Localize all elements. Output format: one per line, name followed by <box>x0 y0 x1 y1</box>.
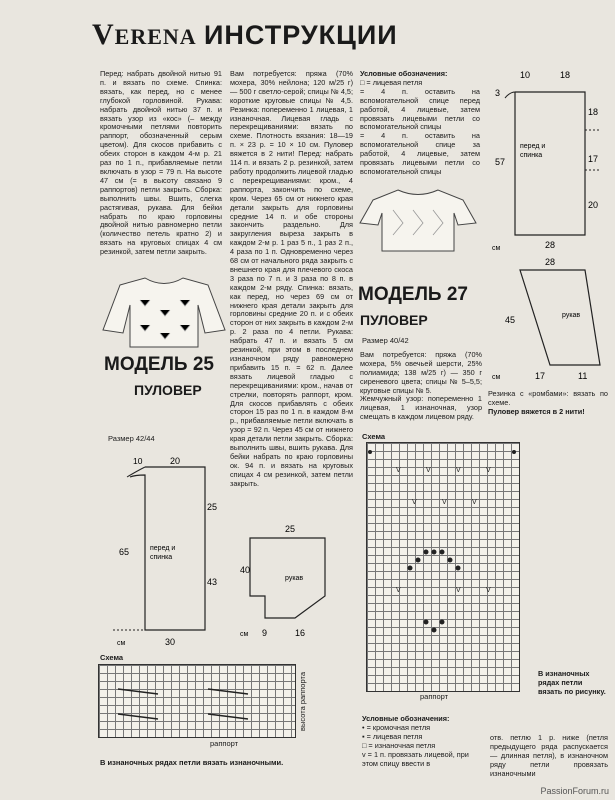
legend-top <box>360 70 480 177</box>
magazine-brand: VERENA <box>92 18 197 51</box>
model27-legend <box>362 714 482 768</box>
dim-text: 20 <box>588 200 599 210</box>
piece-label: спинка <box>150 554 173 561</box>
page-title: ИНСТРУКЦИИ <box>204 20 398 50</box>
piece-label: рукав <box>562 312 581 319</box>
legend-item: = 4 п. оставить на вспомогательной спице перед работой, 4 лицевые, затем провязать лицевыми петли со вспомогательной спицы <box>360 86 480 132</box>
model25-instructions-text: Перед: набрать двойной нитью 91 п. и вязать по схеме. Спинка: вязать, как перед, но с менее глубокой горловиной. Рукава: набрать двойной нитью 37 п. и вязать узор из «кос» (– между кромочными петлями повторить раппорт, обозначенный серым цветом). Для скосов прибавить с обеих сторон в каждом 4-м р. 21 раз по 1 п., прибавляемые петли включать в узор = 79 п. На высоте 47 см (= в высоту связано 9 раппортов) петли закрыть. Сборка: выполнить швы. Вшить, слегка растягивая, рукава. Для бейки набрать по краю горловины двойной нитью равномерно петли (количество петель кратно 2) и вязать на круговых спицах 4 см резинкой, затем петли закрыть. <box>100 69 222 257</box>
legend-item: □ = лицевая петля <box>360 77 423 87</box>
model27-type: ПУЛОВЕР <box>360 312 428 328</box>
model27-label: МОДЕЛЬ 27 <box>358 284 468 305</box>
model27-purl-note: В изнаночных рядах петли вязать по рисунку. <box>538 669 606 696</box>
legend-item: ▪ = лицевая петля <box>362 732 423 741</box>
dim-text: 20 <box>170 456 181 466</box>
dim-text: 17 <box>535 371 546 381</box>
model27-instructions-text: Вам потребуется: пряжа (70% мохера, 30% нейлона; 120 м/25 г) — 500 г светло-серой; спицы № 4,5; короткие круговые спицы № 4,5. Резинка: попеременно 1 лицевая, 1 изнаночная. Лицевая гладь с перекрещиваниями: вязать по схеме. Плотность вязания: 18—19 п. × 23 р. = 10 × 10 см. Пуловер вяжется в 2 нити! Перед: набрать 114 п. и вязать 2 р. резинкой, затем работу продолжить лицевой гладью с перекрещиваниями: кром., 4 раппорта, закончить по схеме, кром. Через 65 см от нижнего края детали закрыть для горловины средние 14 п. и обе стороны закончить раздельно. Для закругления выреза закрыть в каждом 2-м р. 1 раз 5 п., 1 раз 2 п., 4 раза по 1 п. Одновременно через 68 см от начального ряда закрыть с внешнего края для плечевого скоса 3 раза по 7 п. и 3 раза по 8 п. в каждом 2-м ряду. Спинка: вязать, как перед, но через 69 см от нижнего края детали закрыть для горловины средние 20 п. и с обеих сторон от них закрыть в каждом 2-м р. 2 раза по 4 петли. Рукава: набрать 47 п. и вязать 5 см резинкой, при этом в последнем изнаночном ряду равномерно прибавить 15 п. = 62 п. Далее вязать лицевой гладью с перекрещиваниями: кром., начав от стрелки, повторять раппорт, кром. Для скосов прибавлять с обеих сторон 15 раз по 1 п. в каждом 8-м р., прибавляемые петли включать в узор = 92 п. Через 45 см от нижнего края детали петли закрыть. Сборка: выполнить швы, вшить рукава. Для бейки набрать по краю горловины ок. 94 п. и вязать на круговых спицах 4 см резинкой, затем петли закрыть. <box>230 69 353 488</box>
model27-legend-title: Условные обозначения: <box>362 714 450 723</box>
dim-text: 28 <box>545 240 556 250</box>
model27-pearl-pattern: Жемчужный узор: попеременно 1 лицевая, 1 изнаночная, узор смещать в каждом лицевом ряду. <box>360 394 482 421</box>
svg-text:V: V <box>456 467 461 474</box>
piece-label: спинка <box>520 152 543 159</box>
model27-scheme-title: Схема <box>362 432 386 441</box>
dim-text: 17 <box>588 154 599 164</box>
dim-text: 45 <box>505 315 516 325</box>
piece-label: перед и <box>150 545 176 552</box>
piece-label: перед и <box>520 143 546 150</box>
svg-text:V: V <box>442 499 447 506</box>
model25-label: МОДЕЛЬ 25 <box>104 354 214 375</box>
dim-text: 40 <box>240 565 251 575</box>
unit-label: см <box>117 640 126 647</box>
rapport-label: раппорт <box>210 739 239 748</box>
svg-text:V: V <box>456 587 461 594</box>
model25-note: В изнаночных рядах петли вязать изнаночными. <box>100 758 284 767</box>
unit-label: см <box>492 245 501 252</box>
model27-rapport-label: раппорт <box>420 692 449 701</box>
model25-sleeve-pattern <box>240 518 340 643</box>
model27-legend-tail: отв. петлю 1 р. ниже (петля предыдущего ряда распускается — длинная петля), в изнаночном ряду петли провязать изнаночными <box>490 733 608 778</box>
dim-text: 18 <box>588 107 599 117</box>
unit-label: см <box>492 374 501 381</box>
model25-cables <box>98 664 294 736</box>
model25-size: Размер 42/44 <box>108 434 155 443</box>
model27-sleeve-pattern <box>490 255 610 385</box>
svg-text:V: V <box>396 467 401 474</box>
watermark: PassionForum.ru <box>540 786 609 796</box>
model27-materials: Вам потребуется: пряжа (70% мохера, 5% овечьей шерсти, 25% полиамида; 138 м/25 г) — 350 г сиреневого цвета; спицы № 5–5,5; круговые спицы № 5. <box>360 350 482 395</box>
model27-sweater-illustration <box>358 185 478 255</box>
legend-top-title: Условные обозначения: <box>360 69 448 78</box>
dim-text: 11 <box>578 371 588 381</box>
model27-size: Размер 40/42 <box>362 336 409 345</box>
piece-label: рукав <box>285 575 304 582</box>
svg-text:V: V <box>472 499 477 506</box>
legend-item: = 4 п. оставить на вспомогательной спице за работой, 4 лицевые, затем провязать лицевыми петли со вспомогательной спицы <box>360 131 480 176</box>
model27-scheme-symbols <box>366 442 518 690</box>
model27-body-pattern <box>490 70 610 255</box>
svg-text:V: V <box>486 467 491 474</box>
model27-rib-note: Резинка с «ромбами»: вязать по схеме. Пуловер вяжется в 2 нити! <box>488 389 608 416</box>
svg-text:V: V <box>486 587 491 594</box>
legend-item: v = 1 п. провязать лицевой, при этом спицу ввести в <box>362 750 469 768</box>
rapport-height-label: высота раппорта <box>298 672 307 731</box>
model25-type: ПУЛОВЕР <box>134 382 202 398</box>
svg-text:V: V <box>426 467 431 474</box>
unit-label: см <box>240 631 249 638</box>
svg-text:V: V <box>412 499 417 506</box>
legend-item: • = кромочная петля <box>362 723 431 732</box>
model25-body-pattern <box>105 455 225 650</box>
model25-scheme-title: Схема <box>100 653 124 662</box>
model25-sweater-illustration <box>100 275 228 350</box>
dim-text: 65 <box>119 547 130 557</box>
dim-text: 57 <box>495 157 506 167</box>
dim-text: 30 <box>165 637 176 647</box>
dim-text: 25 <box>285 524 296 534</box>
dim-text: 3 <box>495 88 501 98</box>
svg-text:V: V <box>396 587 401 594</box>
dim-text: 43 <box>207 577 218 587</box>
dim-text: 28 <box>545 257 556 267</box>
dim-text: 10 <box>520 70 531 80</box>
dim-text: 10 <box>133 456 143 466</box>
dim-text: 25 <box>207 502 218 512</box>
dim-text: 18 <box>560 70 571 80</box>
dim-text: 16 <box>295 628 306 638</box>
dim-text: 9 <box>262 628 268 638</box>
legend-item: □ = изнаночная петля <box>362 741 436 750</box>
